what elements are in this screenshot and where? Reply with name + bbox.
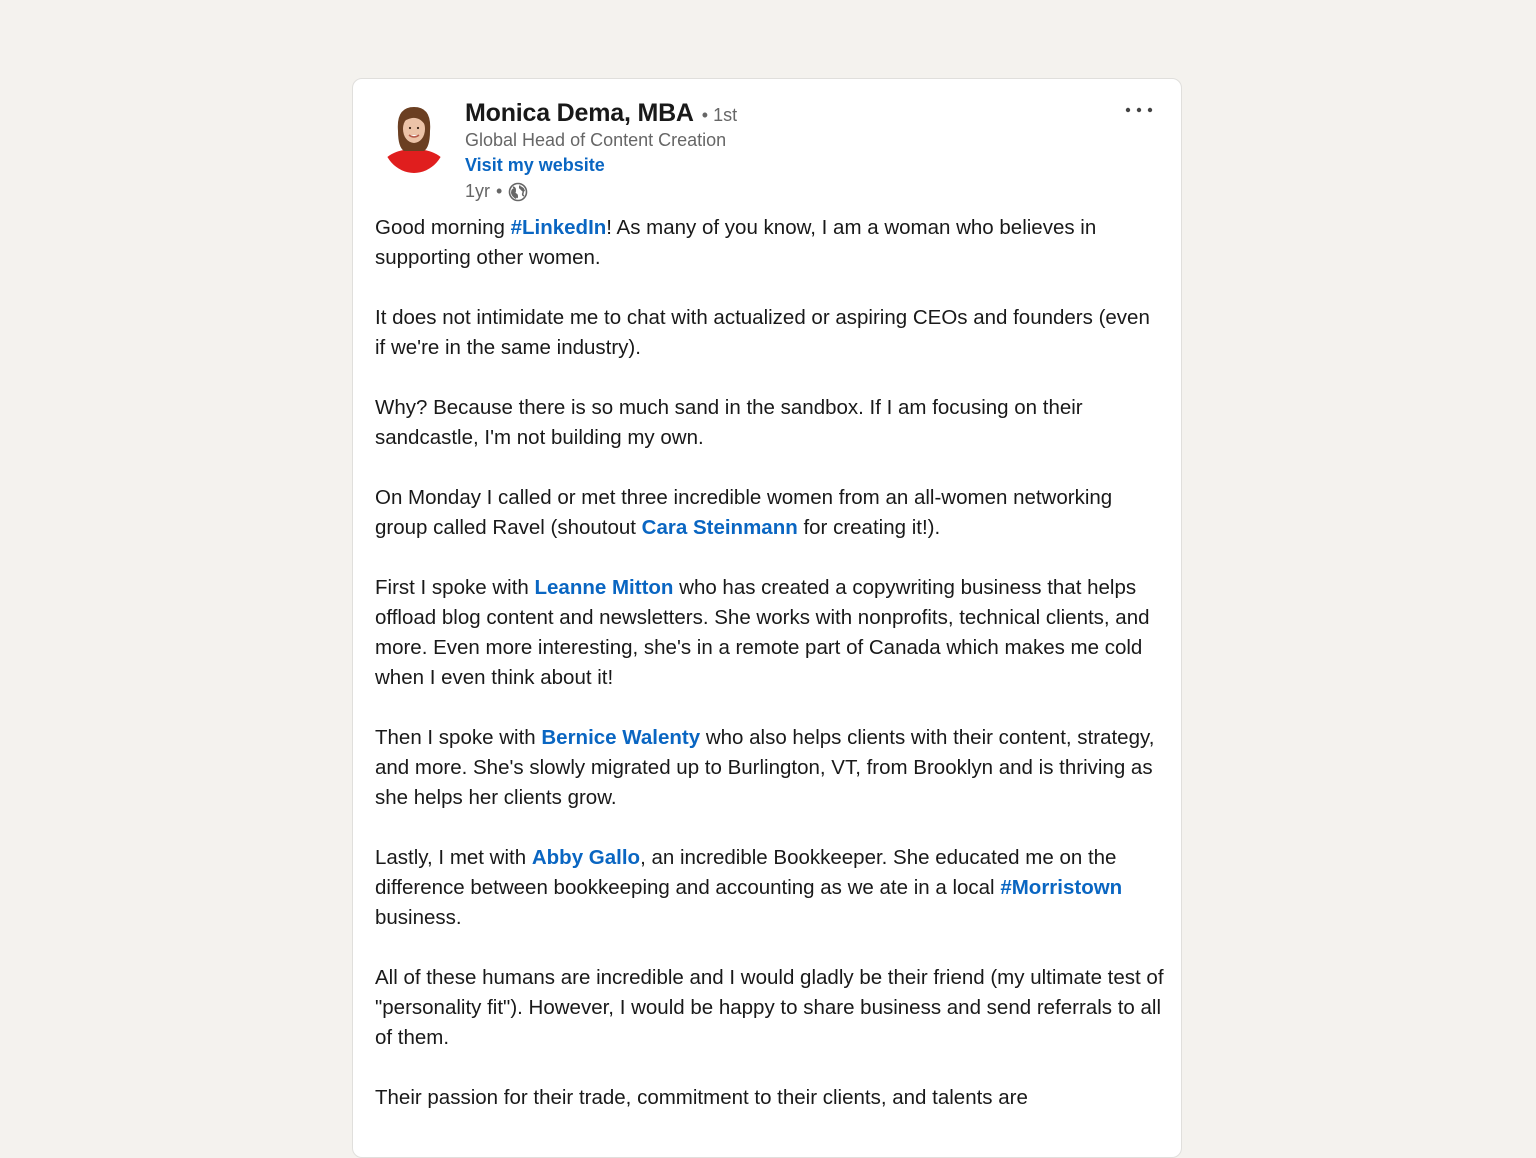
text-span: for creating it!). bbox=[797, 516, 941, 539]
meta-separator: • bbox=[496, 181, 503, 201]
author-name[interactable]: Monica Dema, MBA bbox=[465, 99, 694, 127]
post-paragraph-3: Why? Because there is so much sand in the sandbox. If I am focusing on their sandcastle, I'm not building my own. bbox=[375, 396, 1083, 449]
post-paragraph-4 bbox=[375, 483, 1165, 543]
text-span: business. bbox=[375, 906, 462, 929]
author-block bbox=[465, 99, 737, 202]
avatar[interactable] bbox=[382, 101, 446, 173]
post-paragraph-7 bbox=[375, 843, 1165, 933]
more-horiz-icon bbox=[1124, 106, 1154, 114]
hashtag-morristown[interactable]: #Morristown bbox=[1000, 876, 1123, 899]
post-paragraph-5 bbox=[375, 573, 1165, 693]
author-headline: Global Head of Content Creation bbox=[465, 130, 727, 150]
text-span: Then I spoke with bbox=[375, 726, 542, 749]
post-header bbox=[353, 79, 1181, 209]
author-line bbox=[465, 99, 737, 128]
post-paragraph-8: All of these humans are incredible and I would gladly be their friend (my ultimate test of "personality fit"). However, I would be happy to share business and send referrals to all of them. bbox=[375, 966, 1164, 1049]
mention-leanne-mitton[interactable]: Leanne Mitton bbox=[534, 576, 674, 599]
hashtag-linkedin[interactable]: #LinkedIn bbox=[510, 216, 607, 239]
connection-degree: • 1st bbox=[701, 105, 738, 125]
text-span: On Monday I called or met three incredible women from an all-women networking group called Ravel (shoutout bbox=[375, 486, 1113, 539]
post-meta bbox=[465, 181, 737, 202]
mention-bernice-walenty[interactable]: Bernice Walenty bbox=[541, 726, 701, 749]
post-time: 1yr bbox=[465, 181, 491, 201]
post-paragraph-6 bbox=[375, 723, 1165, 813]
text-span: who also helps clients with their content, strategy, and more. She's slowly migrated up to Burlington, VT, from Brooklyn and is thriving as she helps her clients grow. bbox=[375, 726, 1155, 809]
visit-website-link[interactable]: Visit my website bbox=[465, 155, 605, 175]
text-span: who has created a copywriting business that helps offload blog content and newsletters. She works with nonprofits, technical clients, and more. Even more interesting, she's in a remote part of Canada which makes me cold when I even think about it! bbox=[375, 576, 1150, 689]
text-span: , an incredible Bookkeeper. She educated me on the difference between bookkeeping and accounting as we ate in a local bbox=[375, 846, 1117, 899]
text-span: First I spoke with bbox=[375, 576, 535, 599]
post-paragraph-2: It does not intimidate me to chat with actualized or aspiring CEOs and founders (even if we're in the same industry). bbox=[375, 306, 1150, 359]
text-span: Lastly, I met with bbox=[375, 846, 532, 869]
mention-cara-steinmann[interactable]: Cara Steinmann bbox=[641, 516, 798, 539]
globe-icon bbox=[508, 182, 528, 202]
text-span: Good morning bbox=[375, 216, 511, 239]
post-paragraph-9: Their passion for their trade, commitment to their clients, and talents are bbox=[375, 1086, 1028, 1109]
post-card bbox=[352, 78, 1182, 1158]
more-options-button[interactable] bbox=[1115, 95, 1163, 125]
post-paragraph-1 bbox=[375, 213, 1165, 273]
post-body bbox=[375, 213, 1165, 1143]
mention-abby-gallo[interactable]: Abby Gallo bbox=[531, 846, 641, 869]
text-span: ! As many of you know, I am a woman who believes in supporting other women. bbox=[375, 216, 1097, 269]
